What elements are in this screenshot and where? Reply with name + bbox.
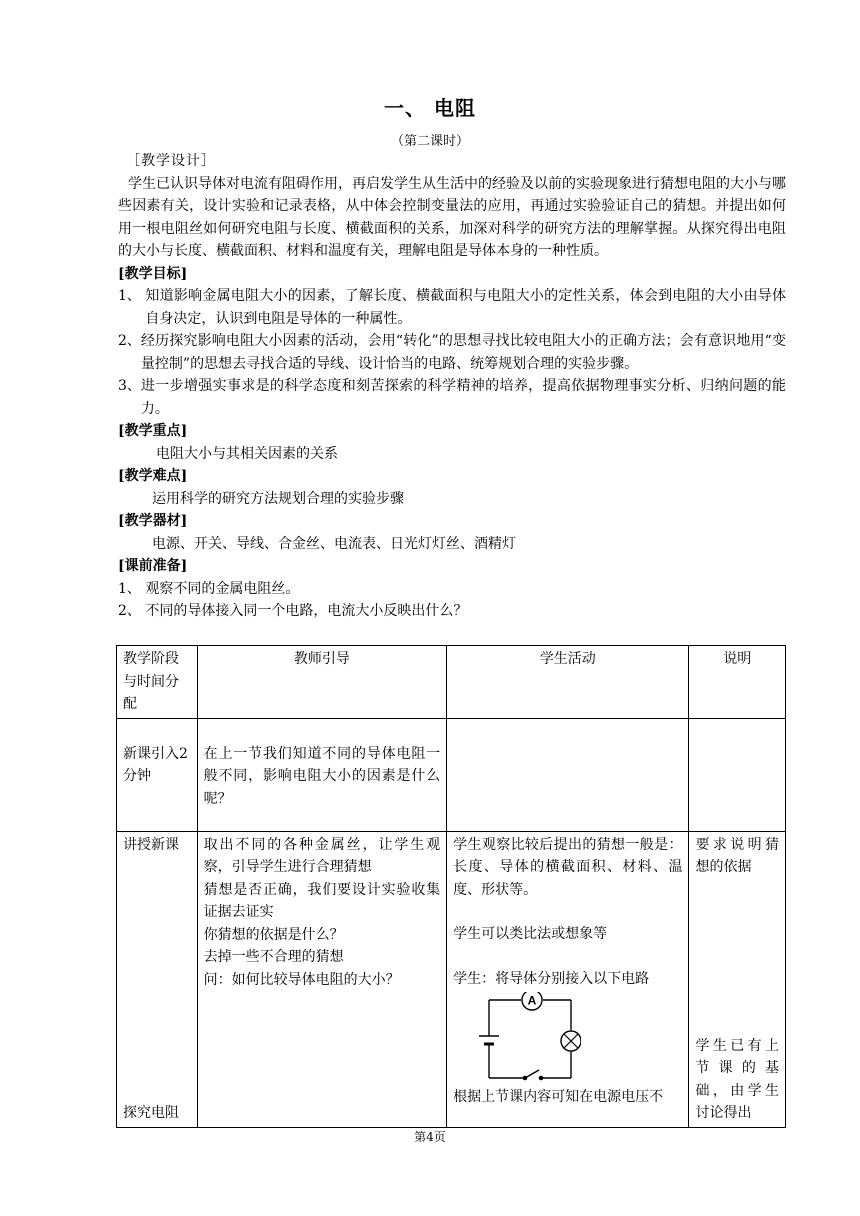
student-cell [447, 718, 689, 831]
stage-cell [117, 718, 198, 831]
ammeter-icon [522, 992, 542, 1010]
teacher-text: 问：如何比较导体电阻的大小？ [203, 971, 400, 988]
header-stage: 教学阶段与时间分配 [117, 646, 198, 719]
table-header-row [117, 646, 786, 719]
stage-text: 新课引入2分钟 [123, 745, 188, 784]
goal-number: 1、 [118, 288, 146, 304]
goal-text: 进一步增强实事求是的科学态度和刻苦探索的科学精神的培养，提高依据物理事实分析、归纳问题的能力。 [140, 378, 786, 417]
lesson-content [118, 150, 786, 623]
goals-heading: [教学目标] [118, 265, 188, 282]
switch-icon [524, 1070, 543, 1080]
goal-number: 2、 [118, 333, 141, 349]
circuit-diagram [471, 992, 581, 1084]
equipment-heading: [教学器材] [118, 513, 188, 529]
student-text: 学生可以类比法或想象等 [453, 926, 608, 942]
prep-heading: [课前准备] [118, 558, 188, 574]
difficulty-text: 运用科学的研究方法规划合理的实验步骤 [152, 490, 404, 507]
battery-icon [479, 1036, 499, 1052]
prep-text: 观察不同的金属电阻丝。 [145, 580, 300, 597]
design-heading: ［教学设计］ [126, 153, 216, 169]
prep-text: 不同的导体接入同一个电路，电流大小反映出什么？ [145, 603, 468, 619]
student-cell [447, 831, 689, 1127]
student-text: 学生：将导体分别接入以下电路 [453, 970, 650, 987]
ammeter-label: A [527, 993, 537, 1008]
design-text: 学生已认识导体对电流有阻碍作用，再启发学生从生活中的经验及以前的实验现象进行猜想电阻的大小与哪些因素有关，设计实验和记录表格，从中体会控制变量法的应用，再通过实验验证自己的猜想。并提出如何用一根电阻丝如何研究电阻与长度、横截面积的关系，加深对科学的研究方法的理解掌握。从探究得出电阻的大小与长度、横截面积、材料和温度有关，理解电阻是导体本身的一种性质。 [118, 175, 786, 259]
teacher-text: 猜想是否正确，我们要设计实验收集证据去证实 [203, 881, 441, 920]
stage-text: 讲授新课 [123, 836, 179, 853]
goal-item-3 [118, 375, 786, 420]
lamp-icon [561, 1031, 581, 1051]
table-row [117, 718, 786, 831]
difficulty-heading: [教学难点] [118, 468, 188, 484]
teacher-text: 去掉一些不合理的猜想 [203, 949, 344, 965]
table-row [117, 831, 786, 1127]
goal-text: 经历探究影响电阻大小因素的活动，会用“转化”的思想寻找比较电阻大小的正确方法；会有意识地用“变量控制”的思想去寻找合适的导线、设计恰当的电路、统筹规划合理的实验步骤。 [140, 333, 786, 372]
prep-number: 1、 [118, 580, 146, 597]
teacher-text: 你猜想的依据是什么？ [203, 926, 344, 943]
teacher-text: 取出不同的各种金属丝，让学生观察，引导学生进行合理猜想 [203, 836, 441, 875]
key-point-heading: [教学重点] [118, 423, 188, 439]
student-text: 根据上节课内容可知在电源电压不 [453, 1089, 664, 1105]
lesson-table [116, 645, 786, 1128]
note-cell [689, 831, 786, 1127]
stage-bottom-text: 探究电阻 [123, 1105, 179, 1121]
note-text: 要求说明猜想的依据 [695, 836, 779, 875]
prep-item-2 [118, 600, 786, 623]
equipment-text: 电源、开关、导线、合金丝、电流表、日光灯灯丝、酒精灯 [152, 535, 516, 552]
note-cell [689, 718, 786, 831]
prep-number: 2、 [118, 603, 146, 619]
page-footer: 第4页 [414, 1130, 446, 1144]
page-subtitle: （第二课时） [390, 134, 469, 149]
student-text: 学生观察比较后提出的猜想一般是：长度、导体的横截面积、材料、温度、形状等。 [453, 836, 683, 898]
teacher-cell [197, 831, 447, 1127]
stage-cell [117, 831, 198, 1127]
page-title: 一、 电阻 [384, 96, 476, 120]
header-teacher: 教师引导 [197, 646, 447, 719]
goal-item-2 [118, 330, 786, 375]
header-student: 学生活动 [447, 646, 689, 719]
note-bottom-text: 学生已有上节课的基础，由学生讨论得出 [695, 1037, 779, 1121]
prep-item-1 [118, 578, 786, 601]
teacher-text: 在上一节我们知道不同的导体电阻一般不同，影响电阻大小的因素是什么呢？ [203, 745, 441, 807]
goal-text: 知道影响金属电阻大小的因素，了解长度、横截面积与电阻大小的定性关系，体会到电阻的大小由导体自身决定，认识到电阻是导体的一种属性。 [145, 288, 786, 327]
key-point-text: 电阻大小与其相关因素的关系 [156, 445, 338, 462]
goal-number: 3、 [118, 378, 141, 394]
teacher-cell [197, 718, 447, 831]
header-note: 说明 [689, 646, 786, 719]
goal-item-1 [118, 285, 786, 330]
